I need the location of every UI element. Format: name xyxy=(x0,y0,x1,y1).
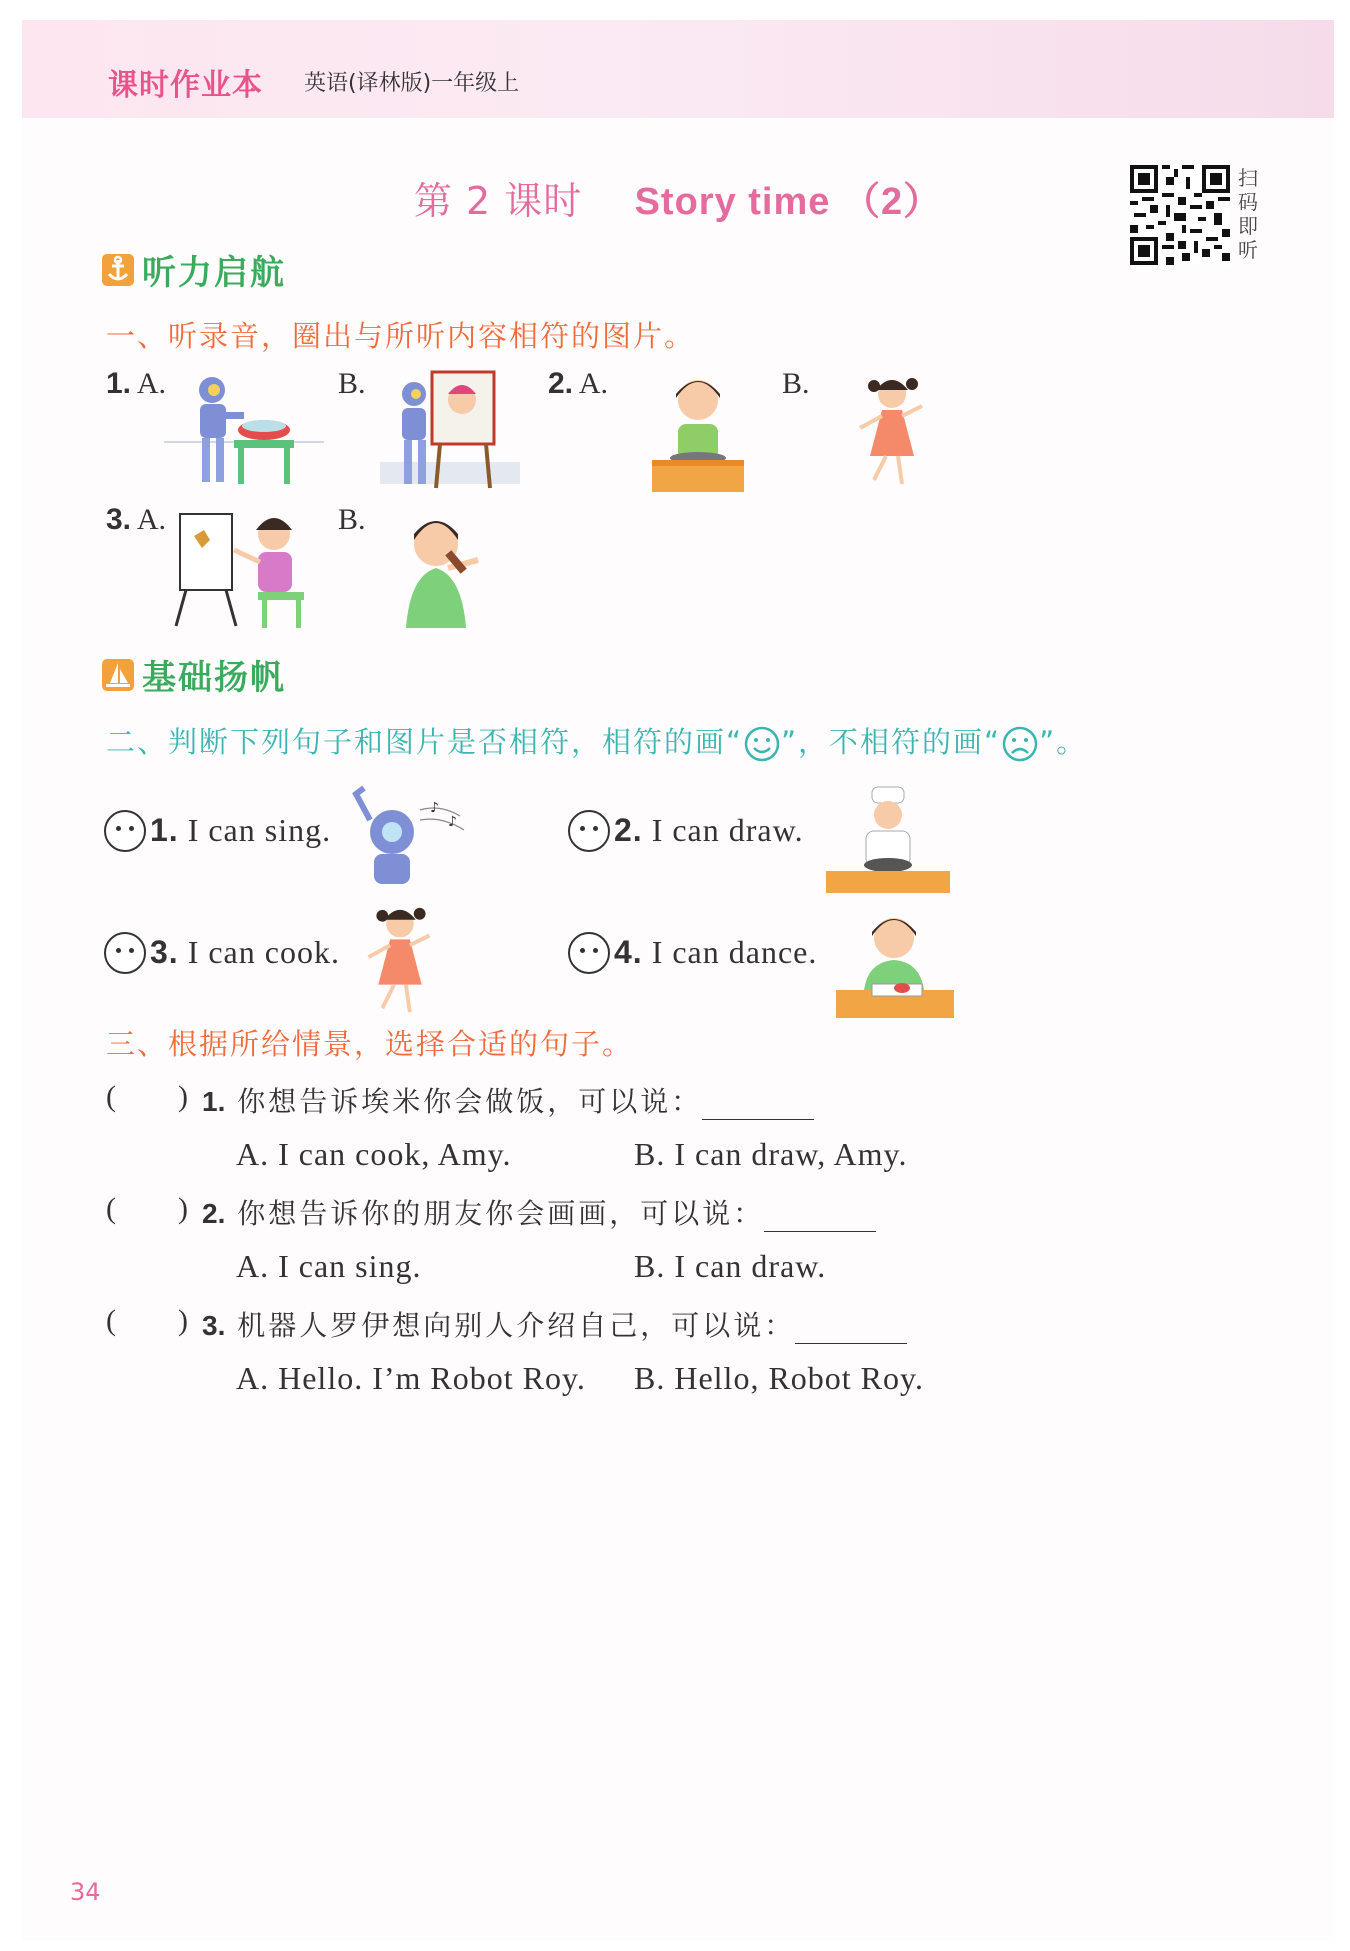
section-heading-text: 基础扬帆 xyxy=(142,658,286,698)
chef-cooking-picture[interactable] xyxy=(826,785,950,895)
option-a-label: A. xyxy=(578,367,609,400)
item-number: 3. xyxy=(202,1310,226,1341)
qr-label-char: 码 xyxy=(1238,190,1258,214)
bracket-close: ) xyxy=(178,1304,188,1337)
bracket-close: ) xyxy=(178,1080,188,1113)
lesson-title-cn: 第 2 课时 xyxy=(413,179,583,223)
sentence-text: I can dance. xyxy=(651,934,818,970)
item-number: 3. xyxy=(106,503,132,536)
bracket-open: ( xyxy=(106,1304,116,1337)
choice-3-option-b[interactable]: B. Hello, Robot Roy. xyxy=(634,1360,924,1396)
choice-2-option-b[interactable]: B. I can draw. xyxy=(634,1248,827,1284)
sentence-text: I can sing. xyxy=(187,812,332,848)
item-number: 2. xyxy=(202,1198,226,1229)
question-2-text-pre: 二、判断下列句子和图片是否相符，相符的画“ xyxy=(106,725,744,759)
choice-1-option-b[interactable]: B. I can draw, Amy. xyxy=(634,1136,908,1172)
question-2-text-mid: ”，不相符的画“ xyxy=(781,725,1002,759)
question-2-text-post: ”。 xyxy=(1039,725,1088,759)
answer-bracket[interactable] xyxy=(106,1304,188,1338)
answer-blank[interactable] xyxy=(795,1317,907,1344)
item-2-label xyxy=(548,367,608,401)
girl-cooking-picture[interactable] xyxy=(648,370,748,495)
choice-1-option-a[interactable]: A. I can cook, Amy. xyxy=(236,1136,512,1172)
book-title: 英语(译林版)一年级上 xyxy=(304,71,520,96)
question-prompt: 你想告诉埃米你会做饭，可以说： xyxy=(237,1085,703,1118)
smiley-face-icon xyxy=(743,725,781,763)
robot-cooking-picture[interactable] xyxy=(164,370,324,490)
item-3-option-b: B. xyxy=(338,503,366,536)
answer-blank[interactable] xyxy=(702,1093,814,1120)
girl-drawing-easel-picture[interactable] xyxy=(174,506,324,631)
section-heading-listening xyxy=(102,245,286,294)
judge-sentence-1 xyxy=(150,812,331,849)
lesson-title-en: Story time （2） xyxy=(634,181,943,223)
sail-icon xyxy=(102,659,134,691)
svg-text:♪: ♪ xyxy=(430,800,439,816)
answer-face-blank[interactable] xyxy=(568,810,610,852)
qr-label xyxy=(1238,166,1262,262)
answer-face-blank[interactable] xyxy=(104,932,146,974)
qr-code-icon[interactable] xyxy=(1130,165,1230,265)
choice-3-option-a[interactable]: A. Hello. I’m Robot Roy. xyxy=(236,1360,586,1396)
bracket-open: ( xyxy=(106,1192,116,1225)
question-prompt: 你想告诉你的朋友你会画画，可以说： xyxy=(237,1197,765,1230)
bracket-close: ) xyxy=(178,1192,188,1225)
section-heading-text: 听力启航 xyxy=(142,253,286,293)
sentence-text: I can cook. xyxy=(187,934,340,970)
question-3-title: 三、根据所给情景，选择合适的句子。 xyxy=(106,1027,634,1061)
option-a-label: A. xyxy=(136,503,167,536)
item-1-label xyxy=(106,367,166,401)
section-heading-basics xyxy=(102,650,286,699)
question-2-title xyxy=(106,720,1087,763)
judge-sentence-4 xyxy=(614,934,817,971)
item-number: 1. xyxy=(106,367,132,400)
option-a-label: A. xyxy=(136,367,167,400)
sentence-text: I can draw. xyxy=(651,812,804,848)
choice-2-option-a[interactable]: A. I can sing. xyxy=(236,1248,422,1284)
qr-label-char: 即 xyxy=(1238,214,1258,238)
brand-title: 课时作业本 xyxy=(108,68,263,103)
answer-bracket[interactable] xyxy=(106,1192,188,1226)
question-prompt: 机器人罗伊想向别人介绍自己，可以说： xyxy=(237,1309,796,1342)
sad-face-icon xyxy=(1001,725,1039,763)
girl-drawing-picture[interactable] xyxy=(836,908,954,1020)
qr-label-char: 扫 xyxy=(1238,166,1258,190)
page-number: 34 xyxy=(70,1878,101,1906)
judge-sentence-2 xyxy=(614,812,804,849)
item-number: 1. xyxy=(150,812,179,848)
girl-singing-picture[interactable] xyxy=(396,508,496,628)
item-number: 1. xyxy=(202,1086,226,1117)
choice-question-2 xyxy=(202,1192,876,1232)
item-2-option-b: B. xyxy=(782,367,810,400)
girl-dancing-picture[interactable] xyxy=(360,902,440,1020)
choice-question-3 xyxy=(202,1304,907,1344)
question-1-title: 一、听录音，圈出与所听内容相符的图片。 xyxy=(106,319,696,353)
item-number: 2. xyxy=(548,367,574,400)
anchor-icon xyxy=(102,254,134,286)
item-3-label xyxy=(106,503,166,537)
item-1-option-b: B. xyxy=(338,367,366,400)
answer-bracket[interactable] xyxy=(106,1080,188,1114)
item-number: 2. xyxy=(614,812,643,848)
robot-singing-picture[interactable] xyxy=(340,780,470,890)
robot-with-drawing-picture[interactable] xyxy=(380,370,520,495)
bracket-open: ( xyxy=(106,1080,116,1113)
girl-dancing-picture[interactable] xyxy=(852,372,932,492)
judge-sentence-3 xyxy=(150,934,340,971)
svg-text:♪: ♪ xyxy=(448,814,457,830)
choice-question-1 xyxy=(202,1080,814,1120)
answer-blank[interactable] xyxy=(764,1205,876,1232)
answer-face-blank[interactable] xyxy=(104,810,146,852)
workbook-page xyxy=(22,20,1334,1940)
item-number: 4. xyxy=(614,934,643,970)
qr-label-char: 听 xyxy=(1238,238,1258,262)
answer-face-blank[interactable] xyxy=(568,932,610,974)
item-number: 3. xyxy=(150,934,179,970)
